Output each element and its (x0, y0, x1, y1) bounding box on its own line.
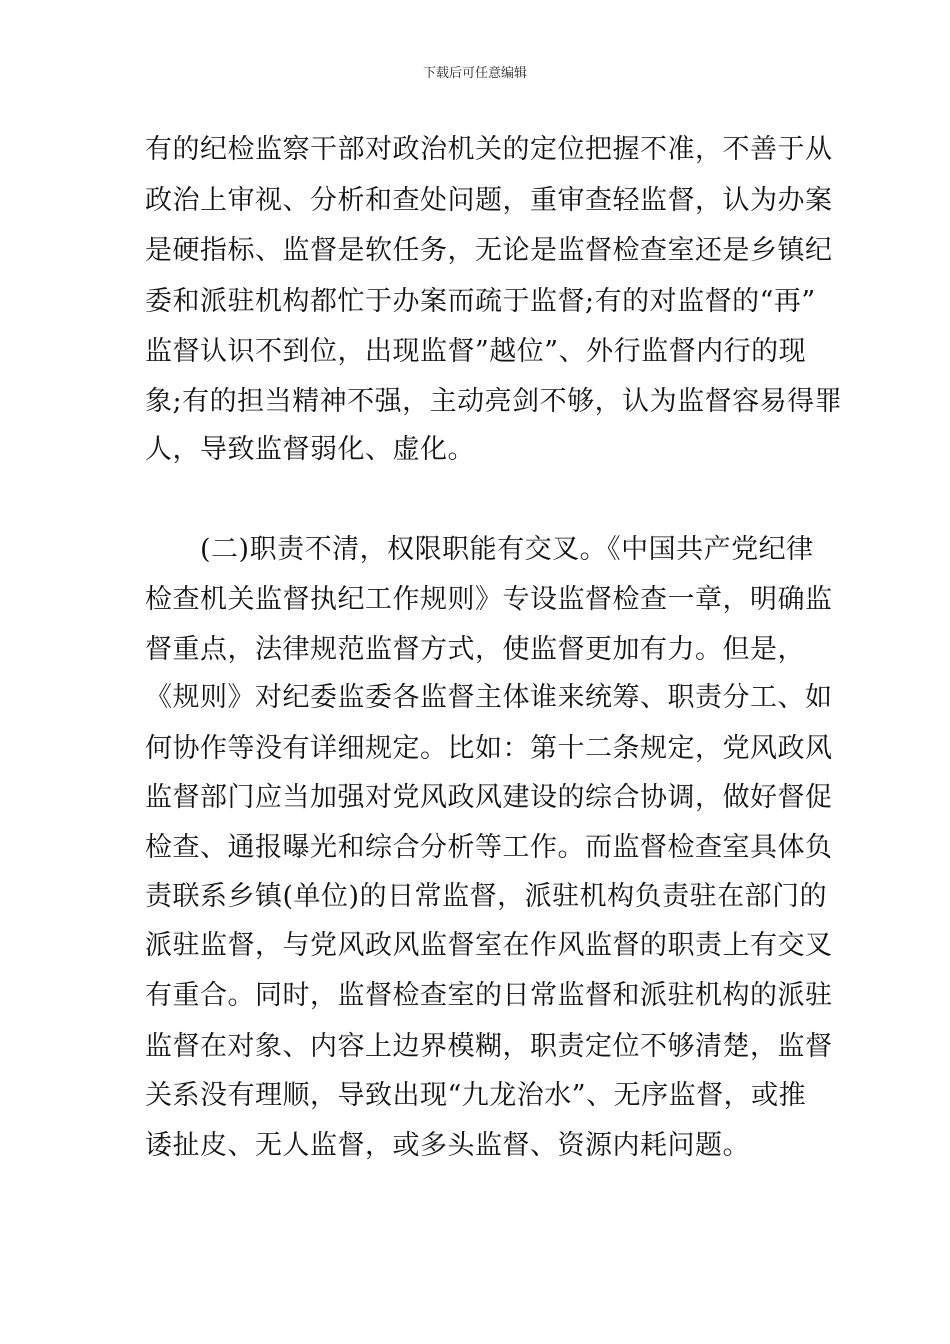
text-line: 何协作等没有详细规定。比如：第十二条规定，党风政风 (145, 733, 833, 764)
text-line: 人，导致监督弱化、虚化。 (145, 434, 475, 465)
text-line: 检查机关监督执纪工作规则》专设监督检查一章，明确监 (145, 584, 833, 615)
text-line: 委和派驻机构都忙于办案而疏于监督;有的对监督的“再” (145, 286, 816, 317)
text-line: 《规则》对纪委监委各监督主体谁来统筹、职责分工、如 (145, 682, 833, 713)
text-line: 关系没有理顺，导致出现“九龙治水”、无序监督，或推 (145, 1080, 807, 1111)
text-line: 派驻监督，与党风政风监督室在作风监督的职责上有交叉 (145, 930, 833, 961)
text-line: 有重合。同时，监督检查室的日常监督和派驻机构的派驻 (145, 980, 833, 1011)
text-line: 象;有的担当精神不强，主动亮剑不够，认为监督容易得罪 (145, 386, 843, 417)
text-line: 是硬指标、监督是软任务，无论是监督检查室还是乡镇纪 (145, 235, 833, 266)
page-header: 下载后可任意编辑 (422, 66, 527, 81)
text-line: 监督认识不到位，出现监督”越位”、外行监督内行的现 (145, 336, 807, 367)
text-line: 监督在对象、内容上边界模糊，职责定位不够清楚，监督 (145, 1031, 833, 1062)
text-line: 监督部门应当加强对党风政风建设的综合协调，做好督促 (145, 782, 833, 813)
text-line: 检查、通报曝光和综合分析等工作。而监督检查室具体负 (145, 832, 833, 863)
text-line: 责联系乡镇(单位)的日常监督，派驻机构负责驻在部门的 (145, 881, 828, 912)
text-line: 诿扯皮、无人监督，或多头监督、资源内耗问题。 (145, 1130, 750, 1161)
text-line: 督重点，法律规范监督方式，使监督更加有力。但是， (145, 634, 805, 665)
text-line: (二)职责不清，权限职能有交叉。《中国共产党纪律 (145, 534, 814, 565)
text-line: 政治上审视、分析和查处问题，重审查轻监督，认为办案 (145, 185, 833, 216)
text-line: 有的纪检监察干部对政治机关的定位把握不准，不善于从 (145, 134, 833, 165)
